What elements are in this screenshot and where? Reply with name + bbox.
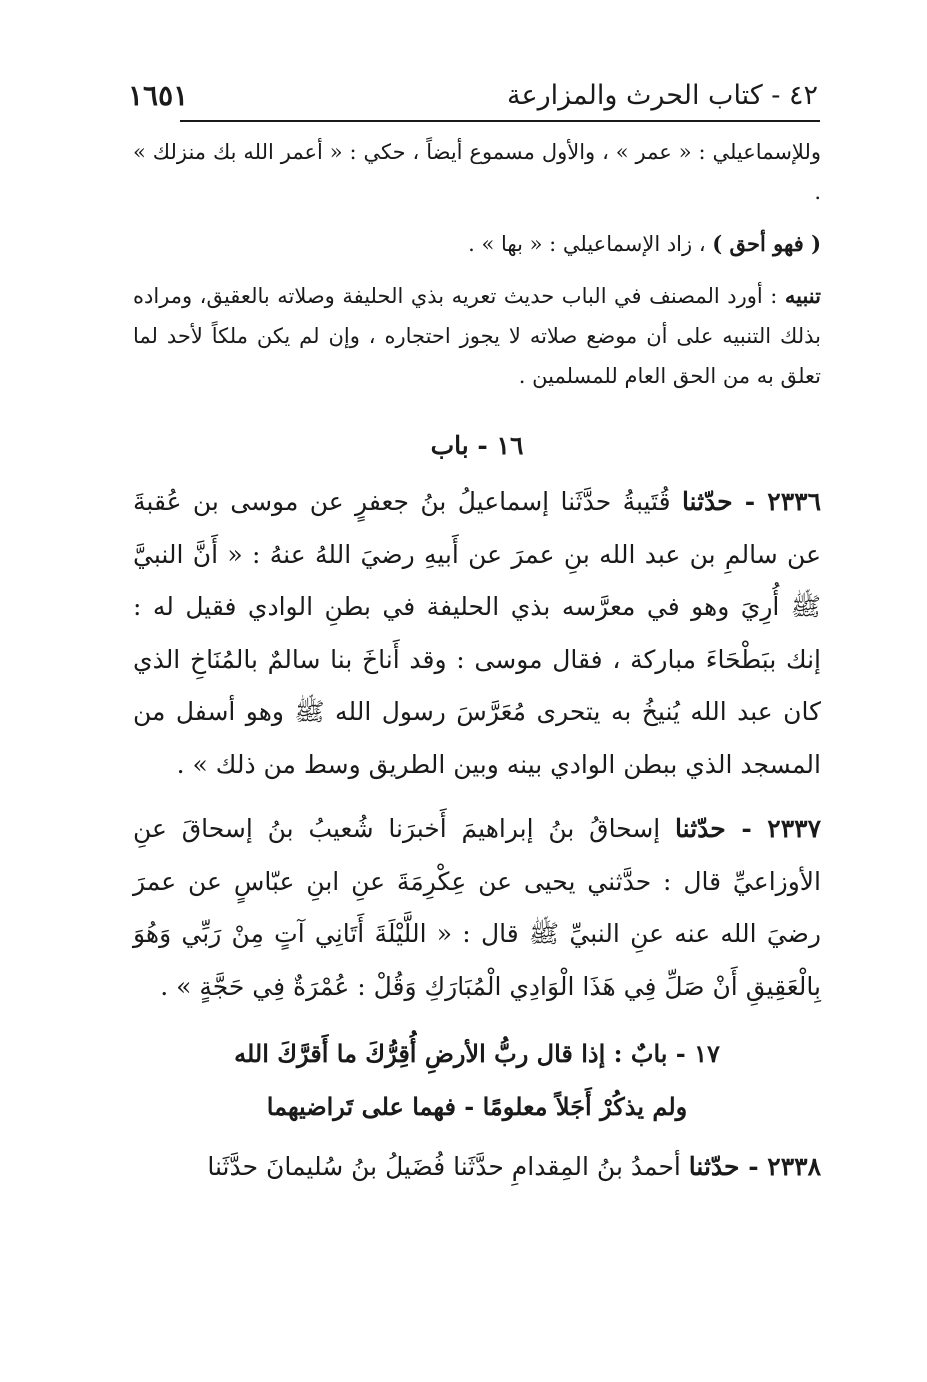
note-paragraph [133, 276, 821, 396]
hadith-number: ٢٣٣٧ - حدّثنا [675, 814, 822, 843]
chapter-heading-continuation: ولم يذكُرْ أَجَلاً معلومًا - فهما على تَراضيهما [266, 1092, 688, 1121]
chapter-heading: ١٧ - بابٌ : إذا قال ربُّ الأرضِ أُقِرُّكَ ما أَقرَّكَ الله [234, 1039, 720, 1068]
hadith-number: ٢٣٣٨ - حدّثنا [688, 1152, 821, 1181]
hadith-paragraph [133, 803, 821, 1013]
hadith-number: ٢٣٣٦ - حدّثنا [681, 487, 821, 516]
hadith-text: إسحاقُ بنُ إبراهيمَ أَخبرَنا شُعيبُ بنُ إسحاقَ عنِ الأوزاعيِّ قال : حدَّثني يحيى عن عِكْرِمَةَ عنِ ابنِ عبّاسٍ عن عمرَ رضيَ الله عنه عنِ النبيِّ ﷺ قال : « اللَّيْلَةَ أَتَانِي آتٍ مِنْ رَبِّي وَهُوَ بِالْعَقِيقِ أَنْ صَلِّ فِي هَذَا الْوَادِي الْمُبَارَكِ وَقُلْ : عُمْرَةٌ فِي حَجَّةٍ » . [133, 814, 821, 1001]
hadith-text: قُتَيبةُ حدَّثَنا إسماعيلُ بنُ جعفرٍ عن موسى بن عُقبةَ عن سالمِ بن عبد الله بنِ عمرَ عن أَبيهِ رضيَ اللهُ عنهُ : « أَنَّ النبيَّ ﷺ أُرِيَ وهو في معرَّسه بذي الحليفة في بطنِ الوادي فقيل له : إنك ببَطْحَاءَ مباركة ، فقال موسى : وقد أَناخَ بنا سالمٌ بالمُنَاخِ الذي كان عبد الله يُنيخُ به يتحرى مُعَرَّسَ رسول الله ﷺ وهو أسفل من المسجد الذي ببطن الوادي بينه وبين الطريق وسط من ذلك » . [133, 487, 821, 779]
page-header [128, 78, 818, 118]
note-label: تنبيه [784, 283, 821, 308]
page-number: ١٦٥١ [128, 79, 189, 112]
hadith-text: أحمدُ بنُ المِقدامِ حدَّثَنا فُضَيلُ بنُ سُليمانَ حدَّثَنا [207, 1152, 689, 1181]
header-rule [180, 120, 820, 122]
body-text [133, 132, 821, 1194]
hadith-paragraph [133, 1141, 821, 1194]
commentary-paragraph [133, 224, 821, 264]
running-title: ٤٢ - كتاب الحرث والمزارعة [507, 80, 818, 111]
hadith-paragraph [133, 476, 821, 791]
paragraph-text: ، زاد الإسماعيلي : « بها » . [468, 232, 713, 256]
bold-phrase: ( فهو أحق ) [712, 231, 821, 256]
chapter-heading: ١٦ - باب [430, 431, 524, 460]
commentary-paragraph: وللإسماعيلي : « عمر » ، والأول مسموع أيضاً ، حكي : « أعمر الله بك منزلك » . [133, 140, 821, 204]
paragraph-text: : أورد المصنف في الباب حديث تعريه بذي الحليفة وصلاته بالعقيق، ومراده بذلك التنبيه على أن موضع صلاته لا يجوز احتجاره ، وإن لم يكن ملكاً لأحد لما تعلق به من الحق العام للمسلمين . [133, 284, 821, 388]
